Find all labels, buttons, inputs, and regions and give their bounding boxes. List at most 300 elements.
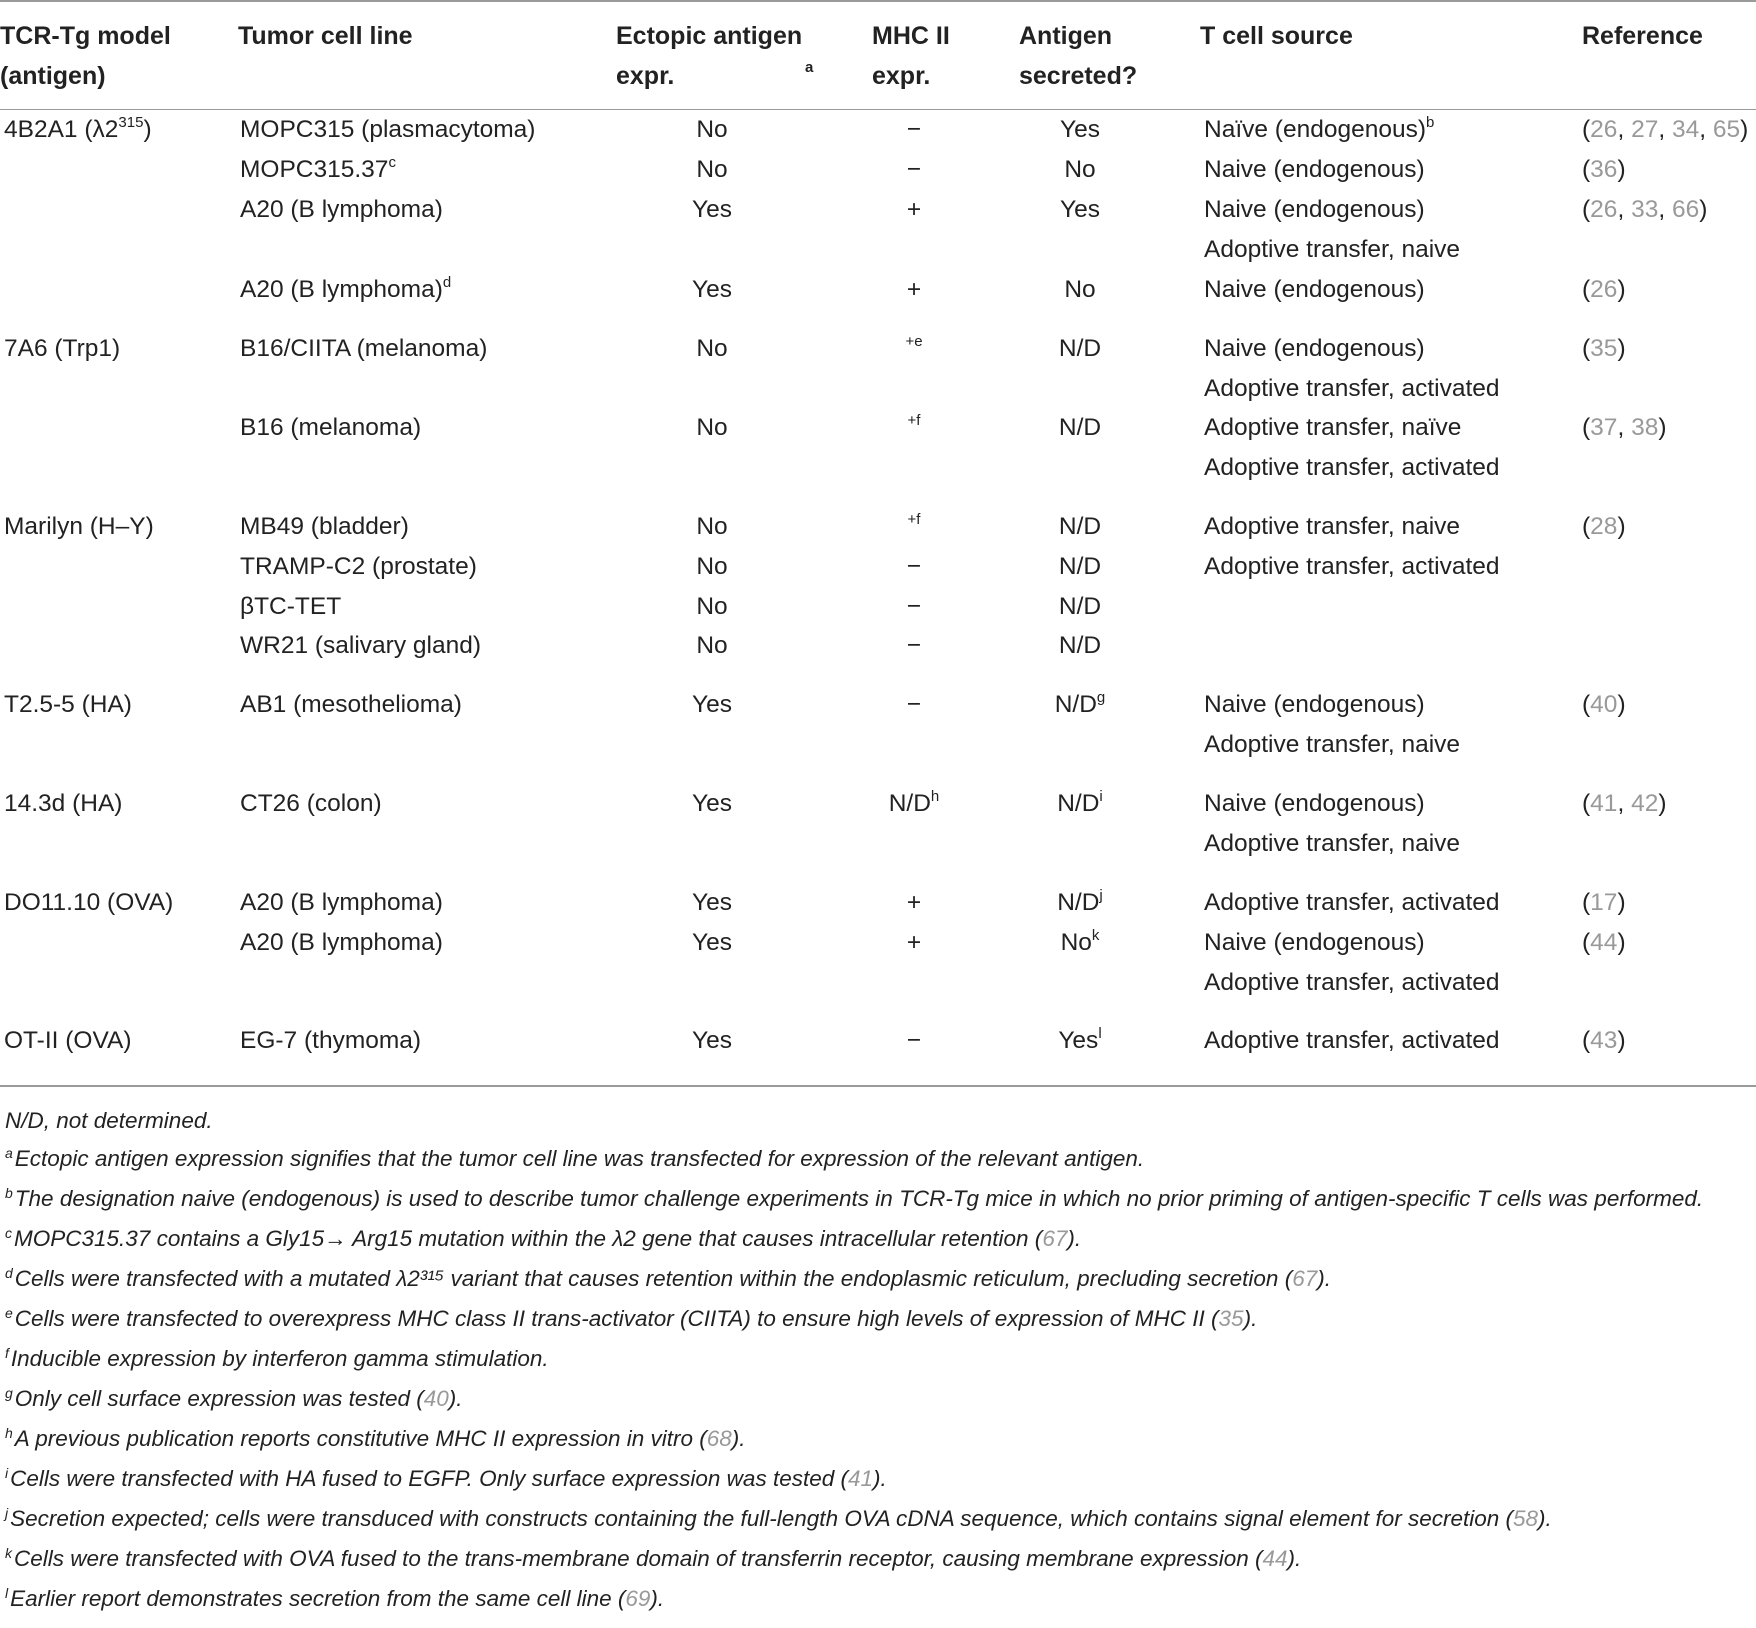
tumor-line-text: WR21 (salivary gland) xyxy=(240,632,481,659)
table-row xyxy=(0,784,1756,824)
cell-ectopic-expr-text: No xyxy=(696,116,728,143)
t-cell-source-text: Adoptive transfer, naïve xyxy=(1204,414,1462,441)
cell-mhc-expr-superscript: +e xyxy=(905,333,923,350)
footnote-text: Only cell surface expression was tested ( xyxy=(14,1386,424,1411)
cell-tumor-line xyxy=(240,1021,421,1061)
footnote xyxy=(5,1540,1755,1580)
tumor-line-text: TRAMP-C2 (prostate) xyxy=(240,553,477,580)
cell-ectopic-expr-text: No xyxy=(696,593,728,620)
cell-antigen-secreted-text: No xyxy=(1064,156,1096,183)
footnote-mark: k xyxy=(5,1545,12,1561)
cell-mhc-expr-superscript: +f xyxy=(907,511,921,528)
cell-t-cell-source xyxy=(1204,329,1425,369)
t-cell-source-text: Adoptive transfer, activated xyxy=(1204,969,1500,996)
cell-mhc-expr-text: − xyxy=(906,116,922,143)
reference-open-paren: ( xyxy=(1582,691,1591,718)
footnote-text: MOPC315.37 contains a Gly15→ Arg15 mutation within the λ2 gene that causes intracellular retention ( xyxy=(14,1226,1043,1251)
cell-t-cell-source xyxy=(1204,230,1460,270)
footnote xyxy=(5,1580,1755,1620)
reference-close-paren: ) xyxy=(1699,196,1708,223)
t-cell-source-text: Naive (endogenous) xyxy=(1204,276,1425,303)
cell-antigen-secreted xyxy=(980,329,1180,369)
reference-open-paren: ( xyxy=(1582,196,1591,223)
cell-ectopic-expr xyxy=(612,784,812,824)
reference-open-paren: ( xyxy=(1582,790,1591,817)
footnote xyxy=(5,1180,1755,1220)
reference-close-paren: ) xyxy=(1617,1027,1626,1054)
footnote-tail: ). xyxy=(448,1386,463,1411)
cell-antigen-secreted xyxy=(980,685,1180,728)
footnote-text: Cells were transfected to overexpress MHC class II trans-activator (CIITA) to ensure high levels of expression of MHC II ( xyxy=(14,1306,1219,1331)
table-row xyxy=(0,547,1756,587)
t-cell-source-text: Adoptive transfer, activated xyxy=(1204,375,1500,402)
cell-antigen-secreted xyxy=(980,547,1180,587)
cell-ectopic-expr xyxy=(612,190,812,230)
cell-ectopic-expr-text: No xyxy=(696,632,728,659)
cell-reference xyxy=(1582,190,1707,230)
cell-ectopic-expr xyxy=(612,408,812,448)
cell-antigen-secreted-text: N/D xyxy=(1057,790,1100,817)
cell-antigen-secreted-text: N/D xyxy=(1058,414,1102,441)
tumor-line-text: B16/CIITA (melanoma) xyxy=(240,335,488,362)
tcr-model-text: DO11.10 (OVA) xyxy=(4,889,174,916)
cell-ectopic-expr xyxy=(612,110,812,150)
cell-reference xyxy=(1582,883,1626,923)
footnote xyxy=(5,1220,1755,1260)
reference-close-paren: ) xyxy=(1740,116,1749,143)
cell-ectopic-expr xyxy=(612,626,812,666)
cell-t-cell-source xyxy=(1204,369,1500,409)
reference-separator: , xyxy=(1658,116,1672,143)
cell-antigen-secreted xyxy=(980,784,1180,827)
t-cell-source-text: Naive (endogenous) xyxy=(1204,929,1425,956)
footnote-text: Earlier report demonstrates secretion from the same cell line ( xyxy=(10,1586,626,1611)
header-ectopic-antigen xyxy=(616,16,814,96)
cell-antigen-secreted-text: No xyxy=(1064,276,1096,303)
cell-antigen-secreted-text: N/D xyxy=(1058,593,1102,620)
cell-ectopic-expr xyxy=(612,587,812,627)
t-cell-source-text: Adoptive transfer, naive xyxy=(1204,731,1461,758)
cell-ectopic-expr xyxy=(612,685,812,725)
cell-antigen-secreted xyxy=(980,190,1180,230)
tumor-line-text: MOPC315 (plasmacytoma) xyxy=(240,116,536,143)
cell-tumor-line xyxy=(240,923,443,963)
reference-open-paren: ( xyxy=(1582,889,1591,916)
cell-t-cell-source xyxy=(1204,963,1500,1003)
table-row xyxy=(0,824,1756,864)
footnote xyxy=(5,1460,1755,1500)
table-row xyxy=(0,329,1756,369)
cell-antigen-secreted xyxy=(980,150,1180,190)
footnote-reference-link[interactable]: 67 xyxy=(1292,1266,1318,1291)
cell-antigen-secreted-superscript: g xyxy=(1096,689,1106,706)
tcr-model-text: 4B2A1 (λ2 xyxy=(4,116,119,143)
cell-mhc-expr-text: − xyxy=(906,1027,922,1054)
footnote xyxy=(5,1380,1755,1420)
reference-close-paren: ) xyxy=(1617,156,1626,183)
cell-ectopic-expr-text: No xyxy=(696,553,728,580)
tumor-line-superscript: c xyxy=(388,154,396,171)
table-row xyxy=(0,507,1756,547)
header-mhc-expr: MHC II expr. xyxy=(872,22,950,90)
cell-antigen-secreted-superscript: i xyxy=(1099,788,1103,805)
reference-link[interactable]: 38 xyxy=(1631,414,1659,441)
footnote-tail: ). xyxy=(873,1466,887,1491)
cell-tumor-line xyxy=(240,408,421,448)
footnote-tail: ). xyxy=(1243,1306,1258,1331)
reference-open-paren: ( xyxy=(1582,116,1591,143)
tumor-line-text: EG-7 (thymoma) xyxy=(240,1027,422,1054)
cell-reference xyxy=(1582,685,1626,725)
table-row xyxy=(0,230,1756,270)
table-header xyxy=(0,0,1756,110)
cell-t-cell-source xyxy=(1204,923,1425,963)
reference-open-paren: ( xyxy=(1582,276,1591,303)
tumor-line-text: MOPC315.37 xyxy=(240,156,389,183)
table-row xyxy=(0,190,1756,230)
cell-ectopic-expr-text: No xyxy=(696,414,728,441)
cell-reference xyxy=(1582,270,1626,310)
cell-antigen-secreted xyxy=(980,923,1180,966)
cell-tcr-model xyxy=(4,507,154,547)
table-footnotes xyxy=(5,1102,1755,1620)
tcr-model-text: T2.5-5 (HA) xyxy=(4,691,132,718)
footnote-text: Cells were transfected with OVA fused to the trans-membrane domain of transferrin receptor, causing membrane expression ( xyxy=(14,1546,1263,1571)
reference-close-paren: ) xyxy=(1658,414,1667,441)
cell-ectopic-expr-text: No xyxy=(696,156,728,183)
footnote-mark: g xyxy=(5,1385,13,1401)
footnote-tail: ). xyxy=(1538,1506,1552,1531)
footnote xyxy=(5,1102,1755,1140)
footnote-mark: f xyxy=(5,1345,9,1361)
cell-t-cell-source xyxy=(1204,110,1434,153)
header-ectopic-text: Ectopic antigen expr. xyxy=(616,22,803,90)
cell-t-cell-source xyxy=(1204,784,1425,824)
cell-antigen-secreted-text: Yes xyxy=(1060,116,1100,143)
footnote-reference-link[interactable]: 68 xyxy=(706,1426,732,1451)
cell-antigen-secreted xyxy=(980,626,1180,666)
header-ectopic-sup: a xyxy=(805,59,814,76)
footnote-text: Ectopic antigen expression signifies that the tumor cell line was transfected for expression of the relevant antigen. xyxy=(14,1146,1145,1171)
cell-mhc-expr-superscript: +f xyxy=(907,412,921,429)
cell-mhc-expr-text: + xyxy=(906,276,922,303)
cell-reference xyxy=(1582,784,1667,824)
footnote-mark: l xyxy=(5,1585,9,1601)
cell-tumor-line xyxy=(240,329,487,369)
cell-antigen-secreted xyxy=(980,1021,1180,1064)
cell-tumor-line xyxy=(240,883,443,923)
footnote-mark: e xyxy=(5,1305,13,1321)
table-row xyxy=(0,270,1756,310)
footnote-text: Inducible expression by interferon gamma stimulation. xyxy=(10,1346,549,1371)
reference-link[interactable]: 26 xyxy=(1590,196,1618,223)
cell-tcr-model xyxy=(4,1021,132,1061)
cell-ectopic-expr xyxy=(612,270,812,310)
t-cell-source-text: Adoptive transfer, naive xyxy=(1204,513,1461,540)
t-cell-source-text: Naive (endogenous) xyxy=(1204,790,1425,817)
cell-ectopic-expr xyxy=(612,883,812,923)
table-row xyxy=(0,725,1756,765)
cell-reference xyxy=(1582,110,1748,150)
tumor-line-text: A20 (B lymphoma) xyxy=(240,929,443,956)
cell-t-cell-source xyxy=(1204,270,1425,310)
footnote-mark: a xyxy=(5,1145,13,1161)
t-cell-source-text: Naive (endogenous) xyxy=(1204,156,1425,183)
cell-antigen-secreted xyxy=(980,883,1180,926)
reference-open-paren: ( xyxy=(1582,414,1591,441)
reference-link[interactable]: 44 xyxy=(1590,929,1618,956)
cell-reference xyxy=(1582,1021,1626,1061)
reference-link[interactable]: 36 xyxy=(1590,156,1618,183)
cell-ectopic-expr-text: Yes xyxy=(692,196,732,223)
cell-ectopic-expr xyxy=(612,150,812,190)
cell-ectopic-expr-text: Yes xyxy=(692,276,732,303)
cell-antigen-secreted-text: N/D xyxy=(1058,632,1102,659)
footnote-mark: j xyxy=(5,1505,9,1521)
reference-link[interactable]: 66 xyxy=(1671,196,1700,223)
cell-t-cell-source xyxy=(1204,408,1461,448)
t-cell-source-text: Naive (endogenous) xyxy=(1204,335,1425,362)
cell-antigen-secreted-text: N/D xyxy=(1058,335,1102,362)
reference-link[interactable]: 28 xyxy=(1590,513,1618,540)
tumor-line-text: A20 (B lymphoma) xyxy=(240,196,443,223)
footnote xyxy=(5,1260,1755,1300)
cell-reference xyxy=(1582,408,1667,448)
tumor-line-text: βTC-TET xyxy=(240,593,342,620)
reference-close-paren: ) xyxy=(1617,691,1626,718)
cell-antigen-secreted xyxy=(980,507,1180,547)
cell-antigen-secreted xyxy=(980,270,1180,310)
footnote xyxy=(5,1300,1755,1340)
cell-reference xyxy=(1582,150,1626,190)
reference-link[interactable]: 40 xyxy=(1590,691,1618,718)
footnote-mark: h xyxy=(5,1425,13,1441)
reference-link[interactable]: 65 xyxy=(1712,116,1741,143)
cell-t-cell-source xyxy=(1204,883,1500,923)
cell-t-cell-source xyxy=(1204,448,1500,488)
reference-close-paren: ) xyxy=(1617,929,1626,956)
cell-mhc-expr-text: N/D xyxy=(888,790,931,817)
cell-tcr-model xyxy=(4,685,132,725)
cell-tumor-line xyxy=(240,270,451,313)
footnote-reference-link[interactable]: 58 xyxy=(1513,1506,1539,1531)
reference-open-paren: ( xyxy=(1582,1027,1591,1054)
reference-open-paren: ( xyxy=(1582,513,1591,540)
cell-mhc-expr-text: − xyxy=(906,553,922,580)
cell-tumor-line xyxy=(240,110,535,150)
t-cell-source-text: Adoptive transfer, activated xyxy=(1204,889,1500,916)
cell-ectopic-expr-text: Yes xyxy=(692,929,732,956)
footnote-reference-link[interactable]: 67 xyxy=(1042,1226,1068,1251)
table-row xyxy=(0,150,1756,190)
cell-ectopic-expr xyxy=(612,507,812,547)
footnote-reference-link[interactable]: 40 xyxy=(423,1386,449,1411)
t-cell-source-text: Adoptive transfer, activated xyxy=(1204,454,1500,481)
table-row xyxy=(0,963,1756,1003)
cell-antigen-secreted-superscript: k xyxy=(1091,927,1100,944)
footnote-tail: ). xyxy=(650,1586,665,1611)
table-row xyxy=(0,923,1756,963)
cell-ectopic-expr-text: No xyxy=(696,335,728,362)
cell-tumor-line xyxy=(240,507,409,547)
cell-mhc-expr-text: + xyxy=(906,196,922,223)
t-cell-source-text: Naive (endogenous) xyxy=(1204,691,1425,718)
header-tumor-cell-line: Tumor cell line xyxy=(238,22,413,50)
reference-link[interactable]: 26 xyxy=(1590,276,1618,303)
cell-ectopic-expr xyxy=(612,1021,812,1061)
t-cell-source-superscript: b xyxy=(1426,114,1435,131)
footnote-tail: ). xyxy=(1287,1546,1302,1571)
cell-mhc-expr-text: − xyxy=(906,593,922,620)
footnote-tail: ). xyxy=(731,1426,746,1451)
reference-close-paren: ) xyxy=(1617,276,1626,303)
cell-antigen-secreted-text: N/D xyxy=(1058,513,1102,540)
cell-antigen-secreted-text: No xyxy=(1060,929,1092,956)
footnote xyxy=(5,1420,1755,1460)
reference-close-paren: ) xyxy=(1617,889,1626,916)
cell-reference xyxy=(1582,923,1626,963)
cell-t-cell-source xyxy=(1204,190,1425,230)
cell-mhc-expr-text: + xyxy=(906,929,922,956)
t-cell-source-text: Naïve (endogenous) xyxy=(1204,116,1427,143)
tumor-line-text: B16 (melanoma) xyxy=(240,414,422,441)
cell-ectopic-expr-text: Yes xyxy=(692,790,732,817)
cell-tumor-line xyxy=(240,190,443,230)
cell-tcr-model xyxy=(4,883,173,923)
cell-t-cell-source xyxy=(1204,150,1425,190)
reference-separator: , xyxy=(1658,196,1672,223)
tumor-line-text: AB1 (mesothelioma) xyxy=(240,691,462,718)
tumor-line-text: A20 (B lymphoma) xyxy=(240,276,443,303)
reference-close-paren: ) xyxy=(1617,513,1626,540)
cell-tumor-line xyxy=(240,150,396,193)
cell-ectopic-expr-text: Yes xyxy=(692,889,732,916)
cell-antigen-secreted-text: N/D xyxy=(1054,691,1097,718)
table-row xyxy=(0,369,1756,409)
reference-separator: , xyxy=(1617,790,1632,817)
footnote-reference-link[interactable]: 41 xyxy=(848,1466,874,1491)
reference-link[interactable]: 33 xyxy=(1631,196,1659,223)
reference-link[interactable]: 26 xyxy=(1590,116,1618,143)
footnote-reference-link[interactable]: 69 xyxy=(625,1586,651,1611)
footnote-reference-link[interactable]: 35 xyxy=(1218,1306,1244,1331)
reference-close-paren: ) xyxy=(1658,790,1667,817)
t-cell-source-text: Adoptive transfer, activated xyxy=(1204,553,1500,580)
reference-link[interactable]: 43 xyxy=(1590,1027,1618,1054)
tumor-line-superscript: d xyxy=(442,274,452,291)
table-row xyxy=(0,626,1756,666)
t-cell-source-text: Adoptive transfer, naive xyxy=(1204,236,1461,263)
header-antigen-secreted: Antigen secreted? xyxy=(1019,22,1138,90)
reference-link[interactable]: 41 xyxy=(1590,790,1618,817)
tcr-model-superscript: 315 xyxy=(118,114,144,131)
footnote-reference-link[interactable]: 44 xyxy=(1262,1546,1288,1571)
t-cell-source-text: Adoptive transfer, activated xyxy=(1204,1027,1500,1054)
reference-open-paren: ( xyxy=(1582,335,1591,362)
footnote-text: Secretion expected; cells were transduced with constructs containing the full-length OVA cDNA sequence, which contains signal element for secretion ( xyxy=(10,1506,1513,1531)
cell-mhc-expr-text: − xyxy=(906,632,922,659)
footnote-mark: b xyxy=(5,1185,13,1201)
cell-mhc-expr-text: + xyxy=(906,889,922,916)
table-row xyxy=(0,587,1756,627)
footnote xyxy=(5,1340,1755,1380)
cell-t-cell-source xyxy=(1204,725,1460,765)
reference-separator: , xyxy=(1617,414,1632,441)
reference-link[interactable]: 27 xyxy=(1631,116,1659,143)
footnote-text: N/D, not determined. xyxy=(5,1108,213,1133)
table-row xyxy=(0,883,1756,923)
reference-link[interactable]: 42 xyxy=(1631,790,1659,817)
footnote-mark: c xyxy=(5,1225,12,1241)
cell-t-cell-source xyxy=(1204,507,1460,547)
cell-tcr-model xyxy=(4,110,152,153)
footnote-tail: ). xyxy=(1067,1226,1082,1251)
tcr-model-text: 14.3d (HA) xyxy=(4,790,123,817)
cell-reference xyxy=(1582,329,1626,369)
cell-mhc-expr-text: − xyxy=(906,691,922,718)
reference-link[interactable]: 35 xyxy=(1590,335,1618,362)
cell-ectopic-expr-text: Yes xyxy=(692,1027,732,1054)
footnote-mark: d xyxy=(5,1265,13,1281)
reference-separator: , xyxy=(1617,196,1632,223)
header-reference: Reference xyxy=(1582,22,1703,50)
cell-t-cell-source xyxy=(1204,547,1500,587)
table-row xyxy=(0,448,1756,488)
reference-link[interactable]: 34 xyxy=(1671,116,1700,143)
cell-ectopic-expr xyxy=(612,547,812,587)
tumor-line-text: A20 (B lymphoma) xyxy=(240,889,443,916)
reference-link[interactable]: 37 xyxy=(1590,414,1618,441)
tumor-line-text: CT26 (colon) xyxy=(240,790,382,817)
table-row xyxy=(0,408,1756,448)
tcr-model-text: OT-II (OVA) xyxy=(4,1027,132,1054)
t-cell-source-text: Adoptive transfer, naive xyxy=(1204,830,1461,857)
footnote-text: Cells were transfected with a mutated λ2³¹⁵ variant that causes retention within the endoplasmic reticulum, precluding secretion ( xyxy=(14,1266,1293,1291)
cell-t-cell-source xyxy=(1204,685,1425,725)
tumor-line-text: MB49 (bladder) xyxy=(240,513,409,540)
table-row xyxy=(0,110,1756,150)
cell-t-cell-source xyxy=(1204,824,1460,864)
footnote-mark: i xyxy=(5,1465,9,1481)
reference-link[interactable]: 17 xyxy=(1590,889,1618,916)
table-bottom-rule xyxy=(0,1085,1756,1087)
tcr-model-text: 7A6 (Trp1) xyxy=(4,335,121,362)
cell-tumor-line xyxy=(240,587,341,627)
footnote-tail: ). xyxy=(1317,1266,1331,1291)
table-row xyxy=(0,1021,1756,1061)
tcr-model-text: Marilyn (H–Y) xyxy=(4,513,154,540)
cell-antigen-secreted xyxy=(980,408,1180,448)
header-t-cell-source: T cell source xyxy=(1200,22,1353,50)
cell-reference xyxy=(1582,507,1626,547)
footnote xyxy=(5,1500,1755,1540)
cell-antigen-secreted xyxy=(980,587,1180,627)
cell-antigen-secreted-text: N/D xyxy=(1057,889,1100,916)
cell-ectopic-expr-text: No xyxy=(696,513,728,540)
cell-tumor-line xyxy=(240,547,477,587)
cell-tcr-model xyxy=(4,784,122,824)
cell-antigen-secreted-text: Yes xyxy=(1060,196,1100,223)
cell-antigen-secreted-text: Yes xyxy=(1058,1027,1099,1054)
table-row xyxy=(0,685,1756,725)
cell-mhc-expr-superscript: h xyxy=(930,788,940,805)
cell-ectopic-expr-text: Yes xyxy=(692,691,732,718)
reference-separator: , xyxy=(1617,116,1632,143)
cell-tumor-line xyxy=(240,626,481,666)
cell-antigen-secreted-text: N/D xyxy=(1058,553,1102,580)
cell-antigen-secreted-superscript: l xyxy=(1098,1025,1102,1042)
reference-open-paren: ( xyxy=(1582,156,1591,183)
